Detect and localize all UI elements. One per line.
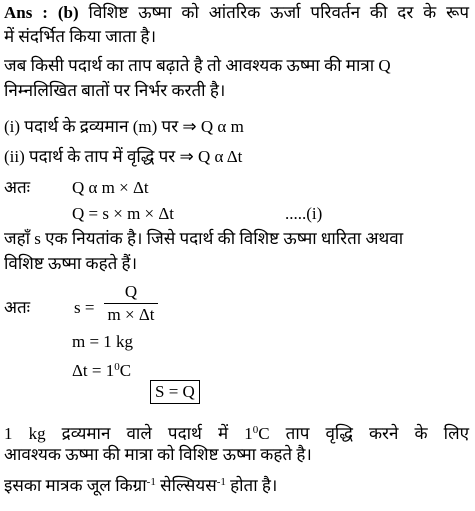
conclusion-line-1: 1 kg द्रव्यमान वाले पदार्थ में $1^0C$ ताप वृद्धि करने के लिए [4,424,470,443]
answer-text-1: विशिष्ट ऊष्मा को आंतरिक ऊर्जा परिवर्तन की दर के रूप [88,3,470,22]
answer-text-2: में संदर्भित किया जाता है। [4,27,157,46]
point-temperature: (ii) पदार्थ के ताप में वृद्धि पर ⇒ Q α Δt [4,147,243,166]
equation-proportional: Q α m × Δt [72,178,149,197]
boxed-equation: S = Q [150,380,200,404]
fraction-denominator: m × Δt [107,305,155,324]
temperature-change: $\Delta t = 1^0C$ [72,361,132,380]
answer-line-1 [4,2,469,24]
point-mass: (i) पदार्थ के द्रव्यमान (m) पर ⇒ Q α m [4,117,244,136]
boxed-result [150,380,200,404]
constant-line-2: विशिष्ट ऊष्मा कहते हैं। [4,254,138,273]
intro-line-2: निम्नलिखित बातों पर निर्भर करती है। [4,81,226,100]
constant-line-1: जहाँ s एक नियतांक है। जिसे पदार्थ की विशिष्ट ऊष्मा धारिता अथवा [4,229,404,248]
answer-option: (b) [57,3,79,22]
equation-heat: Q = s × m × Δt [72,204,175,223]
derivation-atah: अतः [4,178,31,197]
fraction-numerator: Q [124,282,138,301]
formula-fraction [104,282,158,325]
intro-line-1: जब किसी पदार्थ का ताप बढ़ाते है तो आवश्यक ऊष्मा की मात्रा Q [4,56,391,75]
fraction-bar [104,303,158,304]
answer-label: Ans : [4,3,48,22]
mass-value: m = 1 kg [72,332,134,351]
formula-atah: अतः [4,298,31,317]
conclusion-line-2: आवश्यक ऊष्मा की मात्रा को विशिष्ट ऊष्मा कहते है। [4,445,312,464]
equation-ref: .....(i) [285,204,323,223]
unit-line: इसका मात्रक जूल किग्रा$^{-1}$ सेल्सियस$^{-1}$ होता है। [4,476,278,495]
formula-lhs: s = [74,298,95,317]
